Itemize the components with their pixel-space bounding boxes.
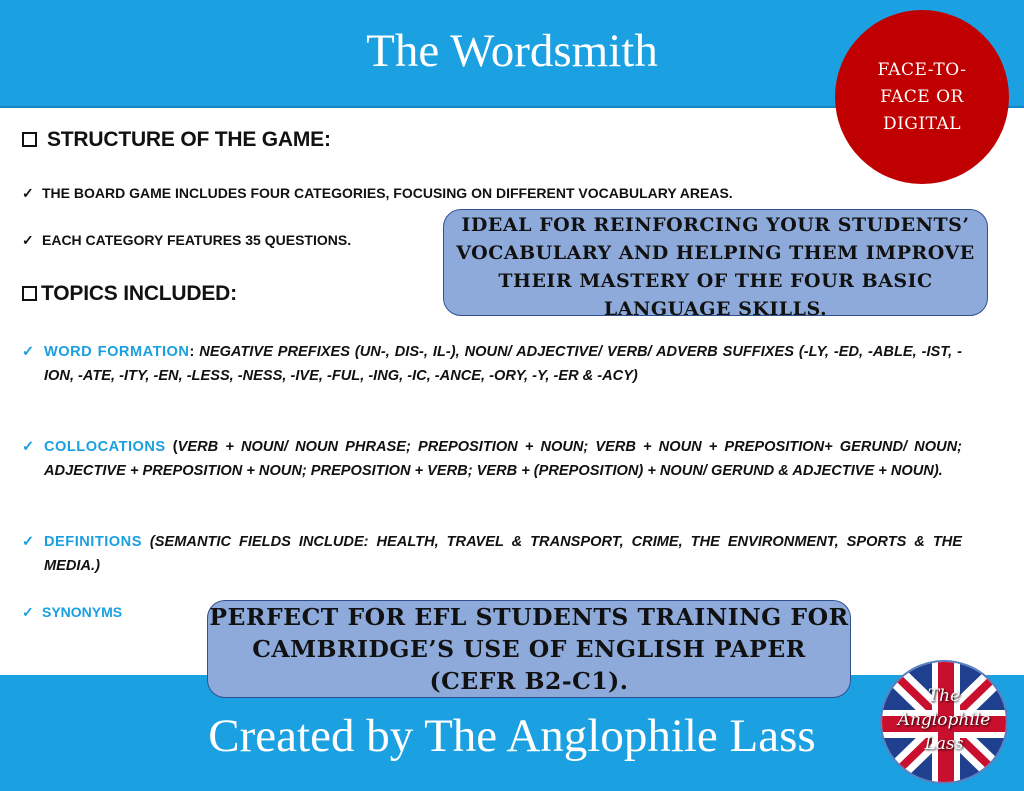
anglophile-lass-logo (880, 660, 1008, 784)
structure-item-categories: ✓ THE BOARD GAME INCLUDES FOUR CATEGORIES, FOCUSING ON DIFFERENT VOCABULARY AREAS. (22, 185, 733, 201)
structure-item-questions: ✓ EACH CATEGORY FEATURES 35 QUESTIONS. (22, 232, 352, 248)
topic-label: WORD FORMATION (44, 344, 190, 360)
topic-label: COLLOCATIONS (44, 439, 166, 455)
ideal-callout: IDEAL FOR REINFORCING YOUR STUDENTS’ VOCABULARY AND HELPING THEM IMPROVE THEIR MASTERY OF THE FOUR BASIC LANGUAGE SKILLS. (443, 209, 988, 316)
topic-description: VERB + NOUN/ NOUN PHRASE; PREPOSITION + NOUN; VERB + NOUN + PREPOSITION+ GERUND/ NOUN; ADJECTIVE + PREPOSITION + NOUN; PREPOSITION + VERB; VERB + (PREPOSITION) + NOUN/ GERUND & ADJECTIVE + NOUN). (44, 439, 963, 479)
topic-description: (SEMANTIC FIELDS INCLUDE: HEALTH, TRAVEL & TRANSPORT, CRIME, THE ENVIRONMENT, SPORTS & THE MEDIA.) (44, 534, 963, 574)
checkmark-icon: ✓ (22, 344, 35, 360)
checkmark-icon: ✓ (22, 604, 34, 620)
topic-label: DEFINITIONS (44, 534, 142, 550)
checkmark-icon: ✓ (22, 232, 34, 248)
topics-heading: TOPICS INCLUDED: (22, 282, 237, 306)
delivery-badge (835, 10, 1009, 184)
checkbox-bullet-icon (22, 286, 37, 301)
page-title: The Wordsmith (366, 25, 658, 77)
checkmark-icon: ✓ (22, 185, 34, 201)
perfect-callout: PERFECT FOR EFL STUDENTS TRAINING FOR CAMBRIDGE’S USE OF ENGLISH PAPER (CEFR B2-C1). (207, 600, 851, 698)
footer-credit: Created by The Anglophile Lass (208, 710, 816, 762)
topic-synonyms (22, 604, 122, 621)
logo-text: The Anglophile Lass (897, 686, 991, 754)
topic-description: NEGATIVE PREFIXES (UN-, DIS-, IL-), NOUN/ ADJECTIVE/ VERB/ ADVERB SUFFIXES (-LY, -ED, -ABLE, -IST, -ION, -ATE, -ITY, -EN, -LESS, -NESS, -IVE, -FUL, -ING, -IC, -ANCE, -ORY, -Y, -ER & -ACY) (44, 344, 962, 384)
structure-heading: STRUCTURE OF THE GAME: (22, 128, 331, 152)
topic-label: SYNONYMS (42, 604, 123, 620)
checkbox-bullet-icon (22, 132, 37, 147)
checkmark-icon: ✓ (22, 439, 35, 455)
delivery-badge-text: FACE-TO-FACE OR DIGITAL (877, 59, 967, 134)
topic-word-formation: ✓ WORD FORMATION: NEGATIVE PREFIXES (UN-, DIS-, IL-), NOUN/ ADJECTIVE/ VERB/ ADVERB SUFFIXES (-LY, -ED, -ABLE, -IST, -ION, -ATE, -ITY, -EN, -LESS, -NESS, -IVE, -FUL, -ING, -IC, -ANCE, -ORY, -Y, -ER & -ACY) (22, 340, 962, 388)
topic-collocations: ✓ COLLOCATIONS (VERB + NOUN/ NOUN PHRASE; PREPOSITION + NOUN; VERB + NOUN + PREPOSITION+ GERUND/ NOUN; ADJECTIVE + PREPOSITION + NOUN; PREPOSITION + VERB; VERB + (PREPOSITION) + NOUN/ GERUND & ADJECTIVE + NOUN). (22, 435, 962, 483)
topic-definitions (22, 530, 962, 578)
checkmark-icon: ✓ (22, 534, 35, 550)
